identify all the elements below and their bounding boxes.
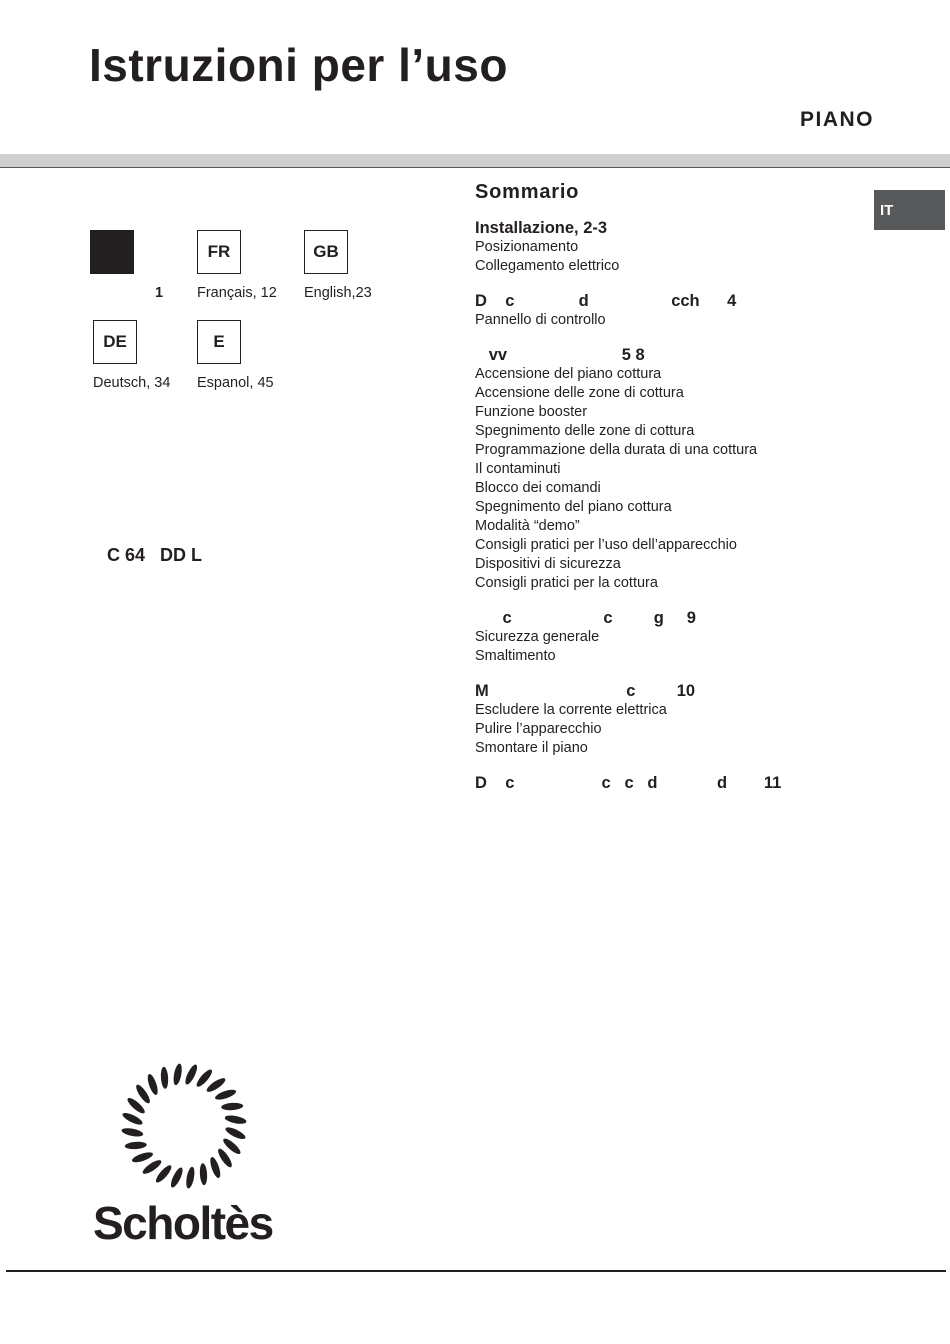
toc-section [475,345,875,593]
toc-item[interactable]: Consigli pratici per l’uso dell’apparecchio [475,537,737,553]
sun-ray [172,1063,183,1086]
toc-item[interactable]: Funzione booster [475,404,588,420]
toc-heading[interactable]: M c 10 [475,682,696,700]
language-tab[interactable]: IT [874,190,945,230]
sun-ray [224,1114,247,1125]
sun-ray [131,1150,154,1164]
toc-item[interactable]: Il contaminuti [475,461,561,477]
language-caption-gb: English,23 [304,285,372,301]
sun-ray [146,1073,160,1096]
sun-ray [224,1125,247,1141]
table-of-contents [475,181,875,808]
language-caption-es: Espanol, 45 [197,375,274,391]
sun-ray [199,1163,208,1185]
toc-item[interactable]: Consigli pratici per la cottura [475,575,658,591]
toc-section [475,681,875,758]
toc-heading[interactable]: D c c c d d 11 [475,774,782,792]
document-subtitle: PIANO [799,108,874,131]
toc-item[interactable]: Accensione del piano cottura [475,366,662,382]
language-box-es[interactable]: E [197,320,241,364]
language-caption-de: Deutsch, 34 [93,375,171,391]
toc-item[interactable]: Smontare il piano [475,740,588,756]
toc-item[interactable]: Escludere la corrente elettrica [475,702,667,718]
language-caption-it: 1 [155,285,164,301]
language-box-de[interactable]: DE [93,320,137,364]
toc-title: Sommario [475,181,580,203]
toc-item[interactable]: Pannello di controllo [475,312,606,328]
toc-section [475,218,875,276]
language-box-fr[interactable]: FR [197,230,241,274]
toc-item[interactable]: Accensione delle zone di cottura [475,385,684,401]
sun-ray [208,1156,222,1179]
toc-item[interactable]: Blocco dei comandi [475,480,601,496]
brand-logo-text: Scholtès [93,1197,273,1249]
toc-item[interactable]: Sicurezza generale [475,629,600,645]
sun-ray [121,1111,144,1127]
sun-ray [183,1063,199,1086]
toc-item[interactable]: Posizionamento [475,239,579,255]
toc-section [475,608,875,666]
toc-heading[interactable]: Installazione, 2-3 [475,219,608,237]
document-title: Istruzioni per l’uso [89,39,508,91]
sun-ray [160,1067,169,1089]
toc-item[interactable]: Smaltimento [475,648,556,664]
toc-section [475,773,875,793]
sun-ray [221,1102,243,1111]
toc-heading[interactable]: c c g 9 [475,609,696,627]
toc-heading[interactable]: vv 5 8 [475,346,645,364]
model-code: C 64 DD L [107,545,203,565]
sun-ray [169,1166,185,1189]
toc-heading[interactable]: D c d cch 4 [475,292,737,310]
toc-item[interactable]: Pulire l’apparecchio [475,721,602,737]
sun-ray [214,1088,237,1102]
toc-item[interactable]: Modalità “demo” [475,518,580,534]
toc-item[interactable]: Collegamento elettrico [475,258,620,274]
toc-item[interactable]: Spegnimento del piano cottura [475,499,672,515]
header-band [0,154,950,168]
toc-section [475,291,875,330]
sun-ray [121,1127,144,1138]
sun-ray [185,1166,196,1189]
language-box-gb[interactable]: GB [304,230,348,274]
toc-item[interactable]: Programmazione della durata di una cottura [475,442,758,458]
sun-ray [125,1141,147,1150]
toc-item[interactable]: Dispositivi di sicurezza [475,556,621,572]
language-caption-fr: Français, 12 [197,285,277,301]
language-box-it[interactable] [90,230,134,274]
sun-logo-icon [116,1058,252,1194]
toc-item[interactable]: Spegnimento delle zone di cottura [475,423,695,439]
footer-rule [6,1270,946,1272]
